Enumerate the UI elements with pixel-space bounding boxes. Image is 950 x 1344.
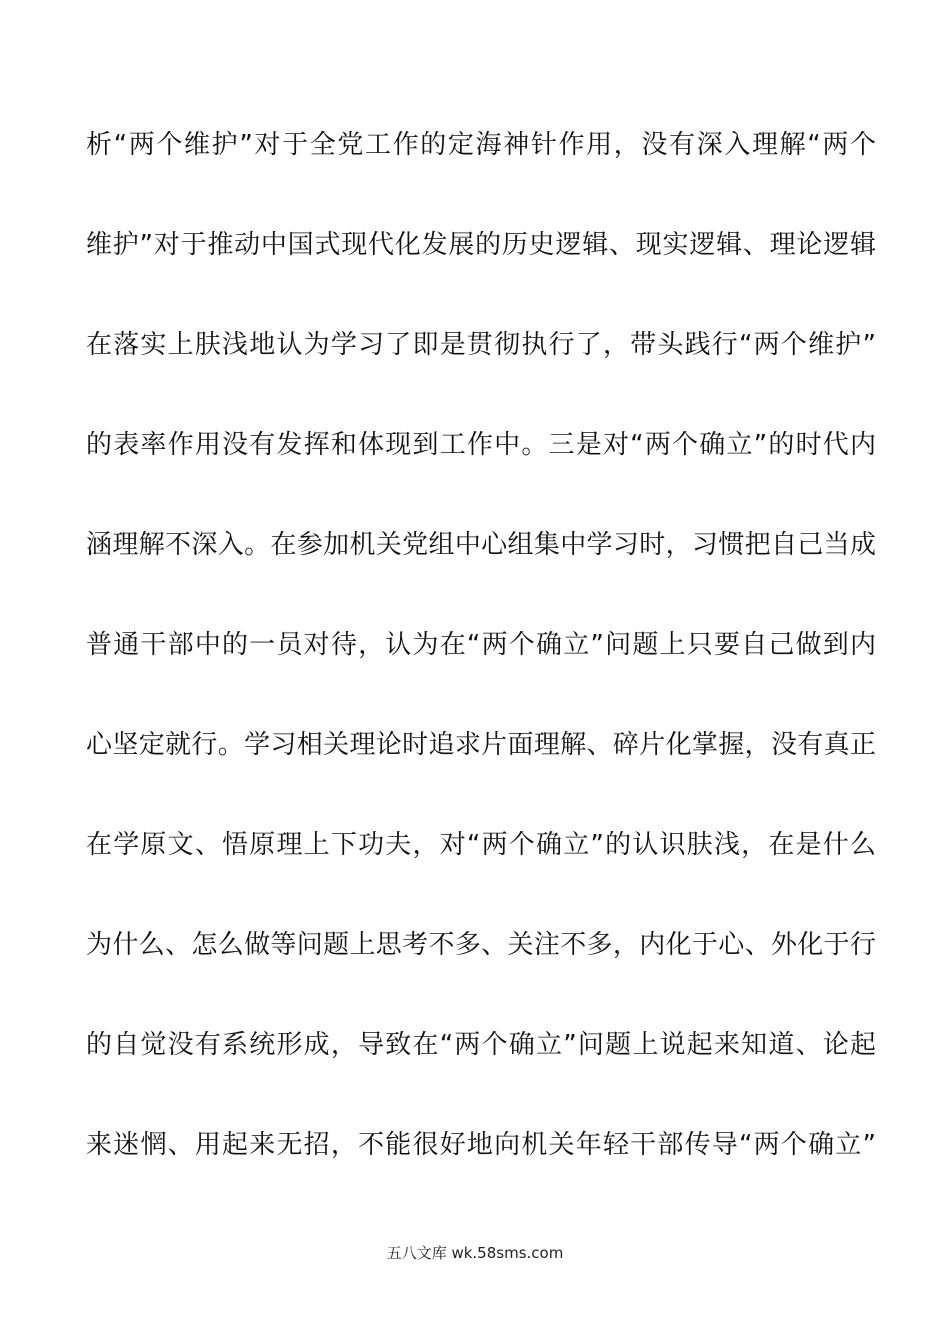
- text-line-5: 涵理解不深入。在参加机关党组中心组集中学习时，习惯把自己当成: [86, 530, 876, 560]
- text-line-3: 在落实上肤浅地认为学习了即是贯彻执行了，带头践行“两个维护”: [86, 330, 876, 360]
- text-line-8: 在学原文、悟原理上下功夫，对“两个确立”的认识肤浅，在是什么: [86, 830, 876, 860]
- text-line-2: 维护”对于推动中国式现代化发展的历史逻辑、现实逻辑、理论逻辑: [86, 230, 876, 260]
- text-line-6: 普通干部中的一员对待，认为在“两个确立”问题上只要自己做到内: [86, 630, 876, 660]
- footer-watermark: 五八文库 wk.58sms.com: [386, 1244, 564, 1262]
- body-text: [86, 118, 876, 1218]
- text-line-11: 来迷惘、用起来无招，不能很好地向机关年轻干部传导“两个确立”: [86, 1130, 876, 1160]
- text-line-9: 为什么、怎么做等问题上思考不多、关注不多，内化于心、外化于行: [86, 930, 876, 960]
- text-line-1: 析“两个维护”对于全党工作的定海神针作用，没有深入理解“两个: [86, 130, 876, 160]
- text-line-10: 的自觉没有系统形成，导致在“两个确立”问题上说起来知道、论起: [86, 1030, 876, 1060]
- text-line-4: 的表率作用没有发挥和体现到工作中。三是对“两个确立”的时代内: [86, 430, 876, 460]
- text-line-7: 心坚定就行。学习相关理论时追求片面理解、碎片化掌握，没有真正: [86, 730, 876, 760]
